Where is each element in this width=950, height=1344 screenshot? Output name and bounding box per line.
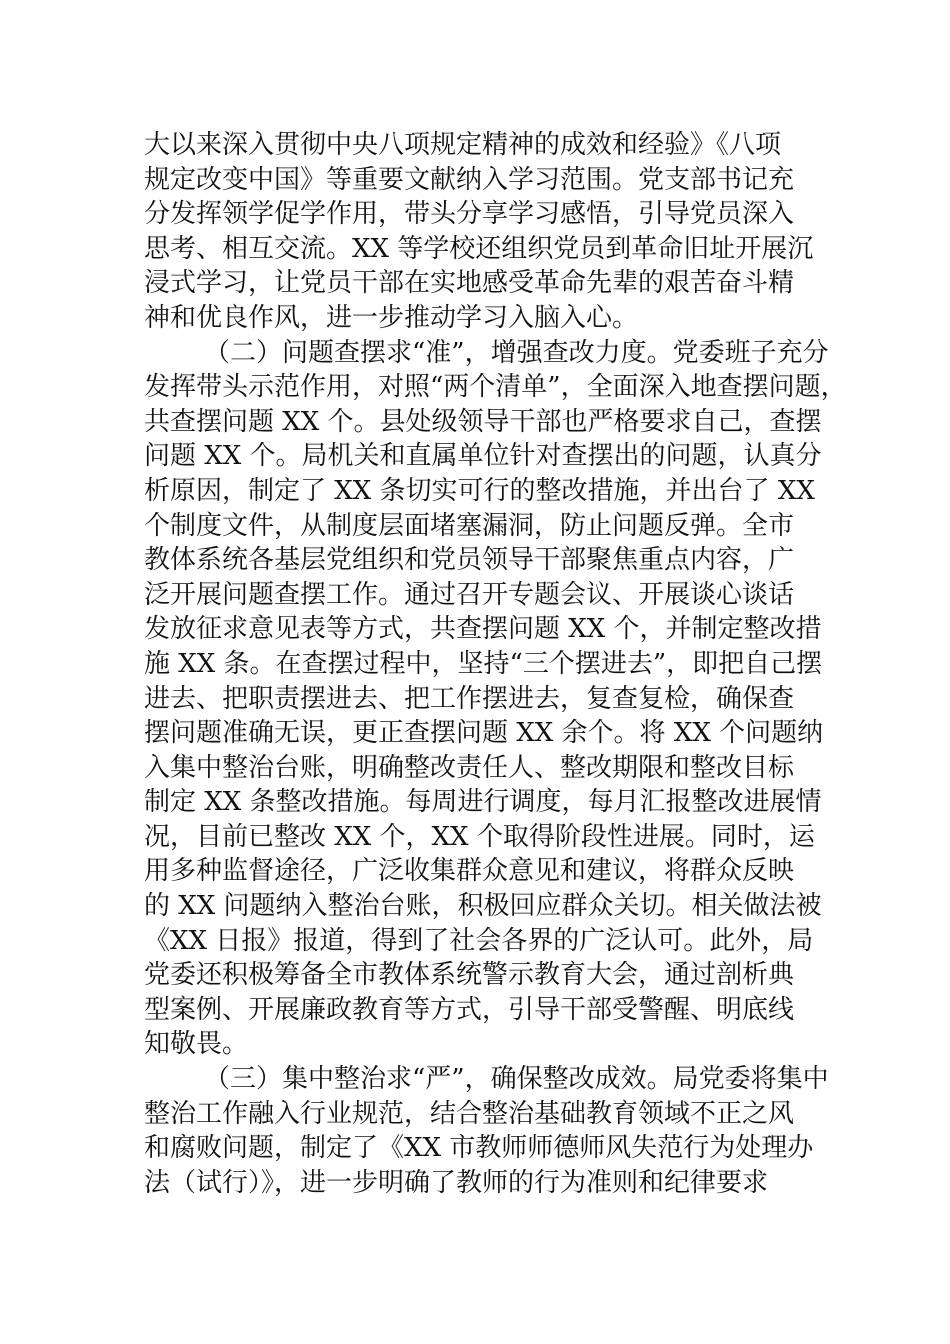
text-line: 和腐败问题，制定了《XX 市教师师德师风失范行为处理办	[144, 1133, 814, 1164]
text-line: 发放征求意见表等方式，共查摆问题 XX 个，并制定整改措	[144, 614, 822, 645]
text-line: 泛开展问题查摆工作。通过召开专题会议、开展谈心谈话	[144, 579, 795, 610]
text-line: 析原因，制定了 XX 条切实可行的整改措施，并出台了 XX	[144, 475, 815, 506]
text-line: 整治工作融入行业规范，结合整治基础教育领域不正之风	[144, 1098, 795, 1129]
text-line: 个制度文件，从制度层面堵塞漏洞，防止问题反弹。全市	[144, 510, 795, 541]
text-line: 用多种监督途径，广泛收集群众意见和建议，将群众反映	[144, 856, 795, 887]
text-line: 共查摆问题 XX 个。县处级领导干部也严格要求自己，查摆	[144, 406, 822, 437]
text-line: 规定改变中国》等重要文献纳入学习范围。党支部书记充	[144, 164, 795, 195]
section-heading-line: （二）问题查摆求“准”，增强查改力度。党委班子充分	[204, 337, 829, 368]
text-line: 施 XX 条。在查摆过程中，坚持“三个摆进去”，即把自己摆	[144, 648, 823, 679]
text-line: 制定 XX 条整改措施。每周进行调度，每月汇报整改进展情	[144, 787, 822, 818]
text-line: 神和优良作风，进一步推动学习入脑入心。	[144, 302, 639, 333]
text-line: 进去、把职责摆进去、把工作摆进去，复查复检，确保查	[144, 683, 795, 714]
text-line: 问题 XX 个。局机关和直属单位针对查摆出的问题，认真分	[144, 441, 822, 472]
text-line: 发挥带头示范作用，对照“两个清单”，全面深入地查摆问题，	[144, 372, 847, 403]
text-line: 的 XX 问题纳入整治台账，积极回应群众关切。相关做法被	[144, 891, 822, 922]
text-line: 型案例、开展廉政教育等方式，引导干部受警醒、明底线	[144, 994, 795, 1025]
text-line: 思考、相互交流。XX 等学校还组织党员到革命旧址开展沉	[144, 233, 814, 264]
document-body	[144, 128, 847, 1200]
text-line: 况，目前已整改 XX 个，XX 个取得阶段性进展。同时，运	[144, 821, 815, 852]
text-line: 入集中整治台账，明确整改责任人、整改期限和整改目标	[144, 752, 795, 783]
text-line: 摆问题准确无误，更正查摆问题 XX 余个。将 XX 个问题纳	[144, 718, 824, 749]
text-line: 分发挥领学促学作用，带头分享学习感悟，引导党员深入	[144, 199, 795, 230]
text-line: 大以来深入贯彻中央八项规定精神的成效和经验》《八项	[144, 130, 782, 160]
text-line: 法（试行）》，进一步明确了教师的行为准则和纪律要求	[144, 1167, 769, 1198]
text-line: 知敬畏。	[144, 1029, 249, 1060]
text-line: 《XX 日报》报道，得到了社会各界的广泛认可。此外，局	[144, 925, 814, 956]
text-line: 教体系统各基层党组织和党员领导干部聚焦重点内容，广	[144, 545, 795, 576]
section-heading-line: （三）集中整治求“严”，确保整改成效。局党委将集中	[204, 1064, 829, 1095]
text-line: 浸式学习，让党员干部在实地感受革命先辈的艰苦奋斗精	[144, 268, 795, 299]
text-line: 党委还积极筹备全市教体系统警示教育大会，通过剖析典	[144, 960, 795, 991]
